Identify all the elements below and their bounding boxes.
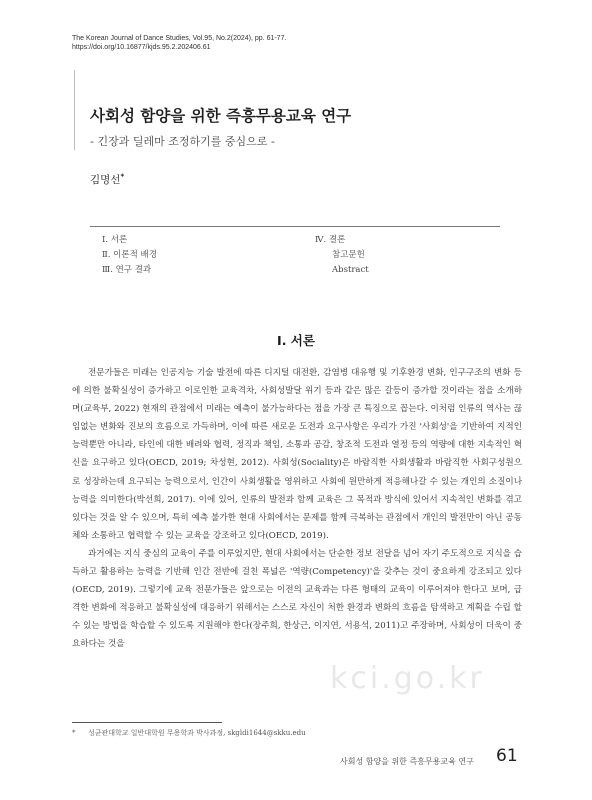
toc-item-references[interactable]: 참고문헌 — [332, 250, 365, 260]
toc-item-results[interactable]: Ⅲ. 연구 결과 — [102, 265, 152, 275]
footnote-rule — [72, 722, 222, 723]
running-title: 사회성 함양을 위한 즉흥무용교육 연구 — [340, 757, 474, 766]
footnote — [72, 728, 306, 738]
toc-top-rule — [90, 226, 500, 227]
journal-header — [72, 34, 286, 52]
author-footnote-mark[interactable]: * — [120, 172, 125, 181]
toc-item-abstract[interactable]: Abstract — [332, 265, 369, 275]
page-number: 61 — [496, 746, 518, 766]
toc-right-column — [315, 233, 369, 278]
body-text — [72, 364, 522, 654]
toc-left-column — [102, 233, 157, 278]
paper-subtitle: - 긴장과 딜레마 조정하기를 중심으로 - — [90, 135, 275, 148]
author — [90, 172, 124, 187]
journal-citation: The Korean Journal of Dance Studies, Vol.95, No.2(2024), pp. 61-77. — [72, 35, 287, 42]
journal-doi[interactable]: https://doi.org/10.16877/kjds.95.2.202406.61 — [72, 44, 211, 51]
paper-title: 사회성 함양을 위한 즉흥무용교육 연구 — [90, 107, 352, 125]
paragraph: 전문가들은 미래는 인공지능 기술 발전에 따른 디지털 대전환, 감염병 대유행 및 기후환경 변화, 인구구조의 변화 등에 의한 불확실성이 증가하고 이로인한 교육격차, 사회성발달 위기 등과 같은 많은 갈등이 증가할 것이라는 점을 소개하며(교육부, 2022) 현재의 관점에서 미래는 예측이 불가능하다는 점을 가장 큰 특징으로 꼽는다. 이처럼 인류의 역사는 끊임없는 변화와 진보의 흐름으로 가득하며, 이에 따른 새로운 도전과 요구사항은 우리가 가진 '사회성'을 기반하여 지적인 능력뿐만 아니라, 타인에 대한 배려와 협력, 정직과 책임, 소통과 공감, 창조적 도전과 열정 등의 역량에 대한 지속적인 혁신을 요구하고 있다(OECD, 2019; 차성현, 2012). 사회성(Sociality)은 바람직한 사회생활과 바람직한 사회구성원으로 성장하는데 요구되는 능력으로서, 인간이 사회생활을 영위하고 사회에 원만하게 적응해나갈 수 있는 개인의 소질이나 능력을 의미한다(박선희, 2017). 이에 있어, 인류의 발전과 함께 교육은 그 목적과 방식에 있어서 지속적인 변화를 겪고 있다는 것을 알 수 있으며, 특히 예측 불가한 현대 사회에서는 문제를 함께 극복하는 관점에서 개인의 발전만이 아닌 공동체와 소통하고 협력할 수 있는 교육을 강조하고 있다(OECD, 2019). — [72, 368, 522, 541]
toc-item-introduction[interactable]: Ⅰ. 서론 — [102, 235, 128, 245]
paragraph: 과거에는 지식 중심의 교육이 주를 이루었지만, 현대 사회에서는 단순한 정보 전달을 넘어 자기 주도적으로 지식을 습득하고 활용하는 능력을 기반해 인간 전반에 걸친 폭넓은 '역량(Competency)'을 갖추는 것이 중요하게 강조되고 있다(OECD, 2019). 그렇기에 교육 전문가들은 앞으로는 이전의 교육과는 다른 형태의 교육이 이루어져야 한다고 보며, 급격한 변화에 적응하고 불확실성에 대응하기 위해서는 스스로 자신이 처한 환경과 변화의 흐름을 탐색하고 계획을 수립 할 수 있는 방법을 학습할 수 있도록 지원해야 한다(장주희, 한상근, 이지연, 서용석, 2011)고 주장하며, 사회성이 더욱이 중요하다는 것을 — [72, 548, 522, 650]
footnote-mark: * — [72, 729, 76, 737]
toc-item-background[interactable]: Ⅱ. 이론적 배경 — [102, 250, 157, 260]
author-name: 김명선 — [90, 174, 121, 186]
decorative-vertical-rule — [74, 70, 75, 150]
section-heading: Ⅰ. 서론 — [277, 333, 315, 348]
footnote-text: 성균관대학교 일반대학원 무용학과 박사과정, skgldi1644@skku.edu — [88, 729, 306, 737]
toc-item-conclusion[interactable]: Ⅳ. 결론 — [315, 235, 346, 245]
watermark: kci.go.kr — [330, 661, 485, 696]
